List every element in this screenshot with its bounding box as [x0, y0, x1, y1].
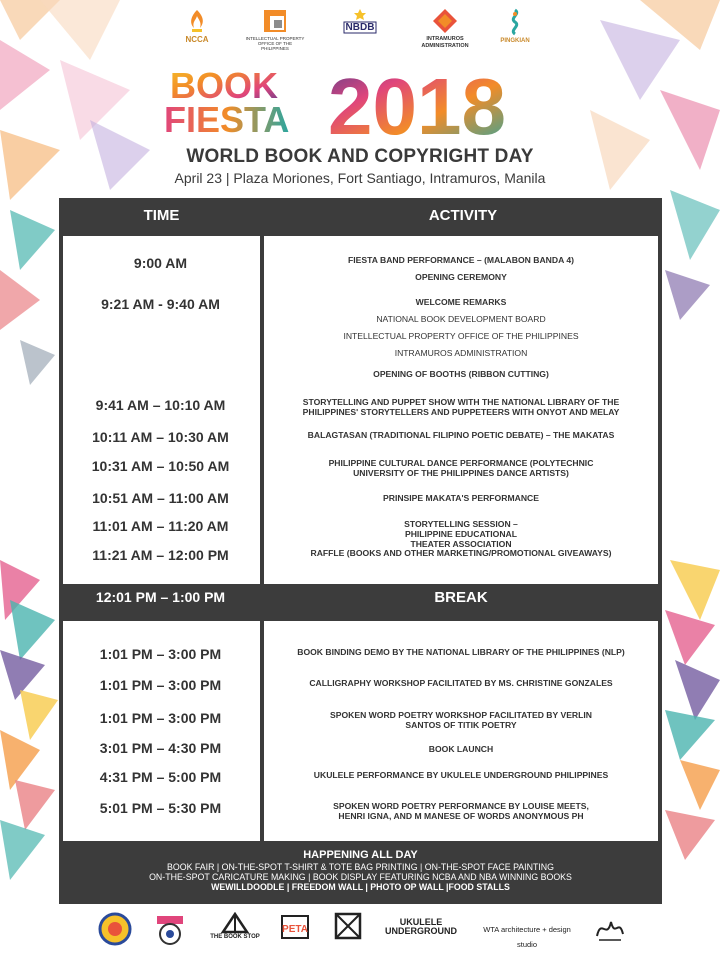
- afternoon-time-3: 1:01 PM – 3:00 PM: [99, 710, 222, 726]
- morning-activity-2b: NATIONAL BOOK DEVELOPMENT BOARD: [376, 314, 546, 324]
- all-day-line-3: WEWILLDOODLE | FREEDOM WALL | PHOTO OP WALL |FOOD STALLS: [211, 882, 510, 892]
- time-column-header: TIME: [143, 207, 180, 224]
- afternoon-activity-6: SPOKEN WORD POETRY PERFORMANCE BY LOUISE MEETS, HENRI IGNA, AND M MANESE OF WORDS ANONYMOUS PH: [333, 801, 589, 821]
- morning-time-6: 10:51 AM – 11:00 AM: [92, 490, 229, 506]
- morning-time-8: 11:21 AM – 12:00 PM: [92, 547, 229, 563]
- title-year: 2018: [328, 66, 506, 140]
- morning-activity-1b: OPENING CEREMONY: [415, 272, 507, 282]
- morning-activity-2e: OPENING OF BOOTHS (RIBBON CUTTING): [373, 369, 549, 379]
- morning-time-5: 10:31 AM – 10:50 AM: [91, 458, 230, 474]
- ncca-flame-icon: [186, 8, 208, 34]
- crest-icon: [153, 912, 187, 946]
- morning-time-2: 9:21 AM - 9:40 AM: [101, 296, 220, 312]
- afternoon-time-6: 5:01 PM – 5:30 PM: [99, 800, 222, 816]
- ukulele-underground-logo: [379, 918, 463, 936]
- title-word-book: BOOK: [170, 66, 278, 106]
- afternoon-activity-4: BOOK LAUNCH: [428, 744, 494, 754]
- morning-time-7: 11:01 AM – 11:20 AM: [92, 518, 229, 534]
- ukulele-underground-icon: UKULELE UNDERGROUND: [385, 917, 457, 936]
- event-title: [0, 66, 720, 140]
- all-day-line-2: ON-THE-SPOT CARICATURE MAKING | BOOK DISPLAY FEATURING NCBA AND NBA WINNING BOOKS: [149, 872, 572, 882]
- schedule-table: [59, 198, 662, 904]
- ncca-logo: NCCA: [172, 8, 222, 43]
- peta-logo: [277, 912, 313, 942]
- morning-activity-6: PRINSIPE MAKATA'S PERFORMANCE: [383, 493, 539, 503]
- morning-activity-3: STORYTELLING AND PUPPET SHOW WITH THE NATIONAL LIBRARY OF THE PHILIPPINES' STORYTELLERS AND PUPPETEERS WITH ONYOT AND MELAY: [302, 397, 620, 417]
- intramuros-logo: INTRAMUROS ADMINISTRATION: [415, 8, 475, 50]
- doodle-icon: [593, 912, 627, 944]
- seal-icon: [98, 912, 132, 946]
- wta-icon: WTA architecture + design studio: [483, 925, 571, 949]
- morning-activity-7: STORYTELLING SESSION – PHILIPPINE EDUCATIONAL THEATER ASSOCIATION: [404, 519, 518, 549]
- pingkian-icon: [505, 8, 525, 36]
- seal-logo: [95, 912, 135, 946]
- afternoon-activity-3: SPOKEN WORD POETRY WORKSHOP FACILITATED BY VERLIN SANTOS OF TITIK POETRY: [330, 710, 592, 730]
- nbdb-logo: NBDB: [330, 8, 390, 31]
- afternoon-activity-1: BOOK BINDING DEMO BY THE NATIONAL LIBRARY OF THE PHILIPPINES (NLP): [297, 647, 625, 657]
- headline: WORLD BOOK AND COPYRIGHT DAY: [186, 146, 534, 167]
- event-date-venue: April 23 | Plaza Moriones, Fort Santiago, Intramuros, Manila: [174, 170, 546, 186]
- crest-logo: [150, 912, 190, 946]
- title-word-fiesta: FIESTA: [164, 99, 290, 140]
- ipophl-icon: [262, 8, 288, 34]
- afternoon-activity-5: UKULELE PERFORMANCE BY UKULELE UNDERGROUND PHILIPPINES: [313, 770, 609, 780]
- doodle-logo: [590, 912, 630, 944]
- morning-activity-2a: WELCOME REMARKS: [415, 297, 507, 307]
- afternoon-time-4: 3:01 PM – 4:30 PM: [99, 740, 222, 756]
- break-label: BREAK: [434, 589, 488, 606]
- morning-activity-2c: INTELLECTUAL PROPERTY OFFICE OF THE PHILIPPINES: [343, 331, 579, 341]
- svg-text:PETA: PETA: [282, 924, 308, 935]
- morning-activity-1a: FIESTA BAND PERFORMANCE – (MALABON BANDA 4): [348, 255, 574, 265]
- square-x-logo: [331, 912, 365, 940]
- afternoon-time-5: 4:31 PM – 5:00 PM: [99, 769, 222, 785]
- break-time: 12:01 PM – 1:00 PM: [95, 589, 226, 605]
- morning-activity-8: RAFFLE (BOOKS AND OTHER MARKETING/PROMOTIONAL GIVEAWAYS): [310, 548, 612, 558]
- square-x-icon: [334, 912, 362, 940]
- morning-activity-5: PHILIPPINE CULTURAL DANCE PERFORMANCE (POLYTECHNIC UNIVERSITY OF THE PHILIPPINES DANCE ARTISTS): [328, 458, 594, 478]
- afternoon-time-2: 1:01 PM – 3:00 PM: [99, 677, 222, 693]
- activity-column-header: ACTIVITY: [428, 207, 498, 224]
- morning-time-3: 9:41 AM – 10:10 AM: [95, 397, 226, 413]
- morning-time-4: 10:11 AM – 10:30 AM: [92, 429, 229, 445]
- wta-logo: [477, 920, 577, 950]
- happening-all-day-title: HAPPENING ALL DAY: [303, 849, 418, 861]
- partner-logos-bottom: [95, 912, 635, 952]
- peta-icon: [280, 912, 310, 942]
- book-stop-icon: [219, 912, 251, 934]
- morning-activity-2d: INTRAMUROS ADMINISTRATION: [394, 348, 528, 358]
- ipophl-logo: INTELLECTUAL PROPERTY OFFICE OF THE PHILIPPINES: [245, 8, 305, 51]
- intramuros-icon: [432, 8, 458, 34]
- sponsor-logos-top: [170, 8, 550, 58]
- afternoon-activity-2: CALLIGRAPHY WORKSHOP FACILITATED BY MS. CHRISTINE GONZALES: [309, 678, 613, 688]
- morning-activity-4: BALAGTASAN (TRADITIONAL FILIPINO POETIC DEBATE) – THE MAKATAS: [307, 430, 615, 440]
- pingkian-logo: PINGKIAN: [490, 8, 540, 45]
- all-day-line-1: BOOK FAIR | ON-THE-SPOT T-SHIRT & TOTE BAG PRINTING | ON-THE-SPOT FACE PAINTING: [167, 862, 554, 872]
- book-fiesta-2018-wordmark: [160, 66, 560, 140]
- afternoon-time-1: 1:01 PM – 3:00 PM: [99, 646, 222, 662]
- morning-time-1: 9:00 AM: [133, 255, 188, 271]
- book-stop-logo: THE BOOK STOP: [207, 912, 263, 940]
